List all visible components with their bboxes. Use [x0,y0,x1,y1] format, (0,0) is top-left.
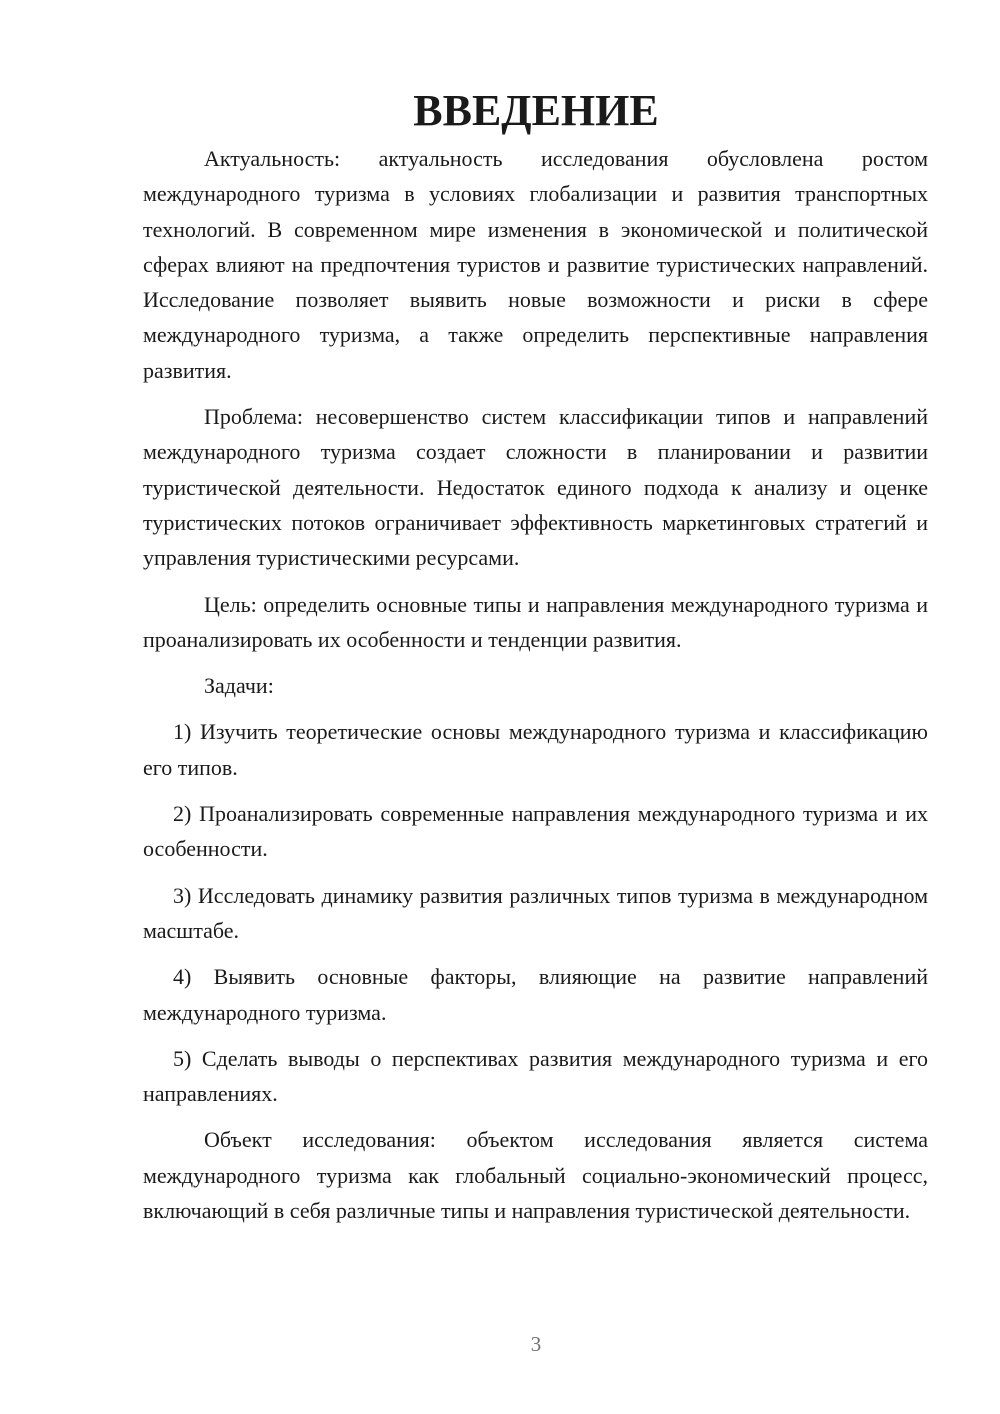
section-heading: ВВЕДЕНИЕ [413,86,659,135]
task-item: 5) Сделать выводы о перспективах развития международного туризма и его направлениях. [143,1045,928,1107]
object-paragraph: Объект исследования: объектом исследования является система международного туризма как глобальный социально-экономический процесс, включающий в себя различные типы и направления туристической деятельности. [143,1127,928,1224]
tasks-label: Задачи: [204,673,274,699]
page-number: 3 [530,1332,542,1356]
document-page [143,86,928,1228]
task-item: 1) Изучить теоретические основы международного туризма и классификацию его типов. [143,719,928,780]
goal-paragraph: Цель: определить основные типы и направления международного туризма и проанализировать их особенности и тенденции развития. [143,591,928,652]
task-item: 3) Исследовать динамику развития различных типов туризма в международном масштабе. [143,882,928,943]
problem-paragraph: Проблема: несовершенство систем классификации типов и направлений международного туризма создает сложности в планировании и развитии туристической деятельности. Недостаток единого подхода к анализу и оценке туристических потоков ограничивает эффективность маркетинговых стратегий и управления туристическими ресурсами. [143,404,928,571]
task-item: 4) Выявить основные факторы, влияющие на развитие направлений международного туризма. [143,964,928,1025]
task-list [143,714,928,1111]
relevance-paragraph: Актуальность: актуальность исследования обусловлена ростом международного туризма в условиях глобализации и развития транспортных технологий. В современном мире изменения в экономической и политической сферах влияют на предпочтения туристов и развитие туристических направлений. Исследование позволяет выявить новые возможности и риски в сфере международного туризма, а также определить перспективные направления развития. [143,146,928,383]
task-item: 2) Проанализировать современные направления международного туризма и их особенности. [143,801,928,862]
